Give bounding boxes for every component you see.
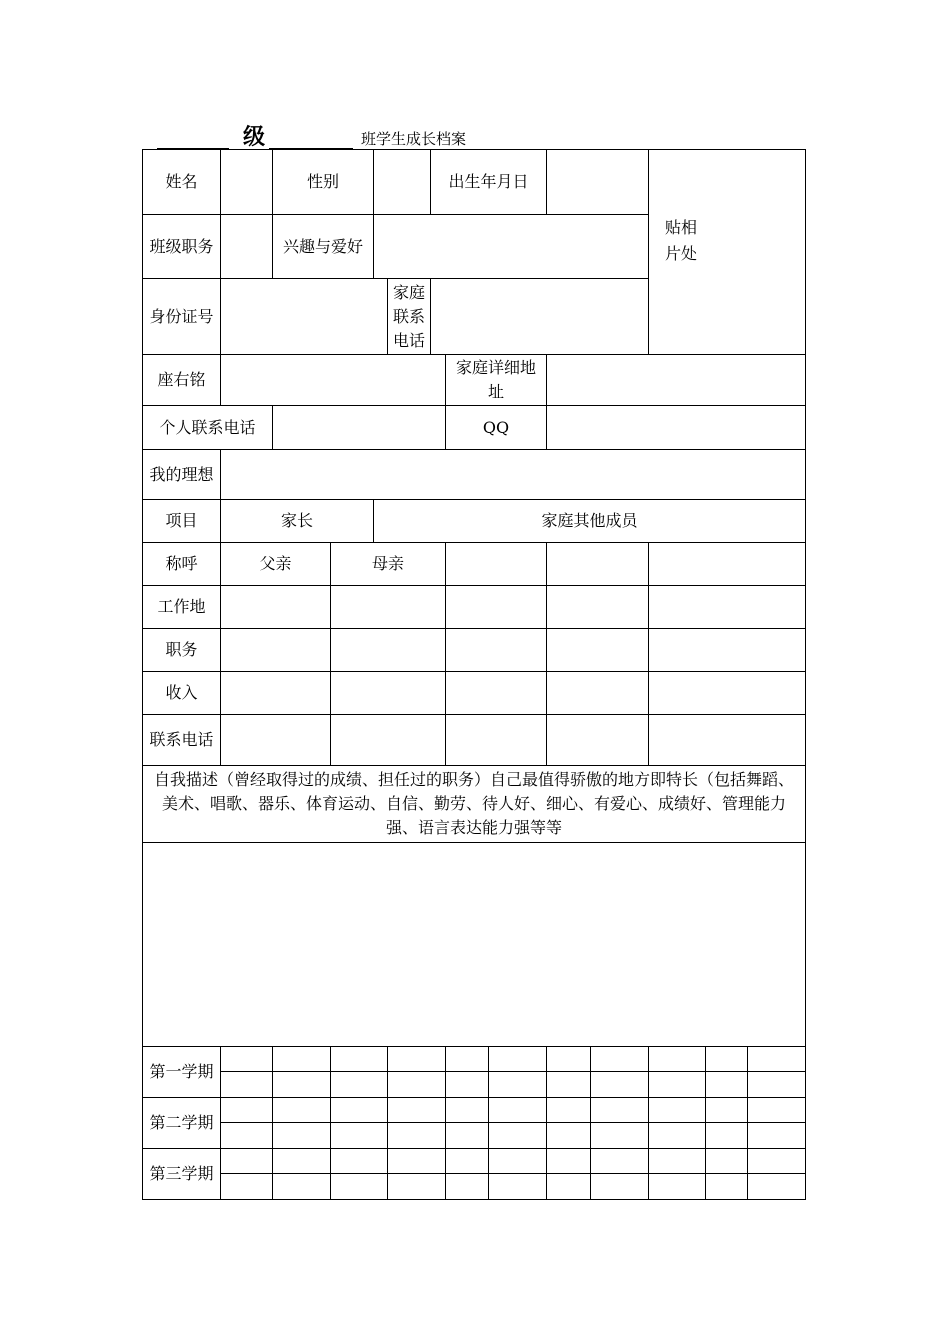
member-3-workplace[interactable] — [446, 586, 547, 629]
grade-cell[interactable] — [446, 1174, 489, 1200]
grade-cell[interactable] — [706, 1174, 748, 1200]
member-5-phone[interactable] — [649, 715, 806, 766]
self-description-prompt: 自我描述（曾经取得过的成绩、担任过的职务）自己最值得骄傲的地方即特长（包括舞蹈、美术、唱歌、器乐、体育运动、自信、勤劳、待人好、细心、有爱心、成绩好、管理能力强、语言表达能力强等等 — [143, 766, 806, 843]
form-title — [157, 124, 466, 152]
member-5-income[interactable] — [649, 672, 806, 715]
member-4-job[interactable] — [547, 629, 649, 672]
workplace-label: 工作地 — [143, 586, 221, 629]
contact-phone-label: 联系电话 — [143, 715, 221, 766]
grade-cell[interactable] — [547, 1174, 591, 1200]
mother-phone[interactable] — [331, 715, 446, 766]
job-label: 职务 — [143, 629, 221, 672]
grade-cell[interactable] — [273, 1149, 331, 1174]
income-label: 收入 — [143, 672, 221, 715]
personal-phone-field[interactable] — [273, 406, 446, 450]
member-3-job[interactable] — [446, 629, 547, 672]
grade-cell[interactable] — [273, 1047, 331, 1072]
member-4-title[interactable] — [547, 543, 649, 586]
grade-cell[interactable] — [273, 1098, 331, 1123]
member-4-income[interactable] — [547, 672, 649, 715]
semester-2-label: 第二学期 — [143, 1098, 221, 1149]
grade-cell[interactable] — [388, 1098, 446, 1123]
grade-cell[interactable] — [489, 1174, 547, 1200]
class-role-label: 班级职务 — [143, 215, 221, 279]
home-phone-label: 家庭联系电话 — [388, 279, 431, 355]
grade-cell[interactable] — [221, 1123, 273, 1149]
grade-cell[interactable] — [748, 1072, 806, 1098]
grade-cell[interactable] — [388, 1047, 446, 1072]
member-4-workplace[interactable] — [547, 586, 649, 629]
id-label: 身份证号 — [143, 279, 221, 355]
father-job[interactable] — [221, 629, 331, 672]
grade-cell[interactable] — [489, 1072, 547, 1098]
grade-cell[interactable] — [273, 1174, 331, 1200]
member-4-phone[interactable] — [547, 715, 649, 766]
grade-cell[interactable] — [706, 1047, 748, 1072]
semester-3-label: 第三学期 — [143, 1149, 221, 1200]
grade-cell[interactable] — [388, 1072, 446, 1098]
home-phone-field[interactable] — [431, 279, 649, 355]
name-field[interactable] — [221, 150, 273, 215]
grade-cell[interactable] — [748, 1123, 806, 1149]
grade-cell[interactable] — [591, 1072, 649, 1098]
grade-cell[interactable] — [706, 1072, 748, 1098]
father-phone[interactable] — [221, 715, 331, 766]
grade-cell[interactable] — [649, 1174, 706, 1200]
title-suffix: 班学生成长档案 — [361, 130, 467, 148]
grade-cell[interactable] — [388, 1123, 446, 1149]
class-role-field[interactable] — [221, 215, 273, 279]
grade-cell[interactable] — [221, 1098, 273, 1123]
grade-cell[interactable] — [489, 1123, 547, 1149]
hobby-field[interactable] — [374, 215, 649, 279]
photo-area[interactable] — [649, 150, 806, 355]
title-label: 称呼 — [143, 543, 221, 586]
other-members-label: 家庭其他成员 — [374, 500, 806, 543]
grade-cell[interactable] — [221, 1174, 273, 1200]
grade-cell[interactable] — [748, 1098, 806, 1123]
grade-cell[interactable] — [221, 1047, 273, 1072]
grade-cell[interactable] — [446, 1149, 489, 1174]
grade-cell[interactable] — [331, 1123, 388, 1149]
self-description-field[interactable] — [143, 843, 806, 1047]
member-5-job[interactable] — [649, 629, 806, 672]
grade-cell[interactable] — [489, 1047, 547, 1072]
mother-label: 母亲 — [331, 543, 446, 586]
mother-job[interactable] — [331, 629, 446, 672]
grade-cell[interactable] — [221, 1149, 273, 1174]
semester-1-label: 第一学期 — [143, 1047, 221, 1098]
qq-label: QQ — [446, 406, 547, 450]
grade-cell[interactable] — [446, 1123, 489, 1149]
growth-record-table — [142, 149, 806, 1200]
grade-cell[interactable] — [446, 1072, 489, 1098]
member-3-income[interactable] — [446, 672, 547, 715]
grade-blank[interactable] — [157, 126, 229, 150]
grade-cell[interactable] — [547, 1047, 591, 1072]
gender-label: 性别 — [273, 150, 374, 215]
grade-cell[interactable] — [547, 1123, 591, 1149]
grade-cell[interactable] — [706, 1098, 748, 1123]
grade-cell[interactable] — [547, 1149, 591, 1174]
grade-cell[interactable] — [388, 1174, 446, 1200]
qq-field[interactable] — [547, 406, 806, 450]
father-workplace[interactable] — [221, 586, 331, 629]
birthday-field[interactable] — [547, 150, 649, 215]
personal-phone-label: 个人联系电话 — [143, 406, 273, 450]
grade-cell[interactable] — [649, 1123, 706, 1149]
mother-workplace[interactable] — [331, 586, 446, 629]
grade-cell[interactable] — [273, 1072, 331, 1098]
grade-cell[interactable] — [649, 1072, 706, 1098]
grade-cell[interactable] — [489, 1149, 547, 1174]
grade-cell[interactable] — [331, 1098, 388, 1123]
grade-cell[interactable] — [591, 1098, 649, 1123]
grade-char: 级 — [243, 124, 266, 150]
grade-cell[interactable] — [591, 1047, 649, 1072]
grade-cell[interactable] — [331, 1149, 388, 1174]
id-field[interactable] — [221, 279, 388, 355]
member-3-title[interactable] — [446, 543, 547, 586]
motto-label: 座右铭 — [143, 355, 221, 406]
grade-cell[interactable] — [591, 1149, 649, 1174]
photo-label: 贴相片处 — [665, 218, 698, 263]
grade-cell[interactable] — [221, 1072, 273, 1098]
grade-cell[interactable] — [748, 1047, 806, 1072]
member-3-phone[interactable] — [446, 715, 547, 766]
grade-cell[interactable] — [446, 1098, 489, 1123]
grade-cell[interactable] — [748, 1149, 806, 1174]
member-5-workplace[interactable] — [649, 586, 806, 629]
parents-label: 家长 — [221, 500, 374, 543]
grade-cell[interactable] — [331, 1047, 388, 1072]
birthday-label: 出生年月日 — [431, 150, 547, 215]
grade-cell[interactable] — [706, 1149, 748, 1174]
grade-cell[interactable] — [489, 1098, 547, 1123]
grade-cell[interactable] — [331, 1174, 388, 1200]
grade-cell[interactable] — [388, 1149, 446, 1174]
grade-cell[interactable] — [591, 1123, 649, 1149]
class-blank[interactable] — [269, 126, 353, 150]
member-5-title[interactable] — [649, 543, 806, 586]
grade-cell[interactable] — [547, 1072, 591, 1098]
item-label: 项目 — [143, 500, 221, 543]
address-field[interactable] — [547, 355, 806, 406]
grade-cell[interactable] — [446, 1047, 489, 1072]
father-label: 父亲 — [221, 543, 331, 586]
gender-field[interactable] — [374, 150, 431, 215]
grade-cell[interactable] — [649, 1098, 706, 1123]
ideal-label: 我的理想 — [143, 450, 221, 500]
grade-cell[interactable] — [591, 1174, 649, 1200]
motto-field[interactable] — [221, 355, 446, 406]
grade-cell[interactable] — [649, 1047, 706, 1072]
mother-income[interactable] — [331, 672, 446, 715]
grade-cell[interactable] — [649, 1149, 706, 1174]
address-label: 家庭详细地址 — [446, 355, 547, 406]
name-label: 姓名 — [143, 150, 221, 215]
grade-cell[interactable] — [748, 1174, 806, 1200]
grade-cell[interactable] — [547, 1098, 591, 1123]
grade-cell[interactable] — [331, 1072, 388, 1098]
grade-cell[interactable] — [706, 1123, 748, 1149]
father-income[interactable] — [221, 672, 331, 715]
ideal-field[interactable] — [221, 450, 806, 500]
hobby-label: 兴趣与爱好 — [273, 215, 374, 279]
grade-cell[interactable] — [273, 1123, 331, 1149]
